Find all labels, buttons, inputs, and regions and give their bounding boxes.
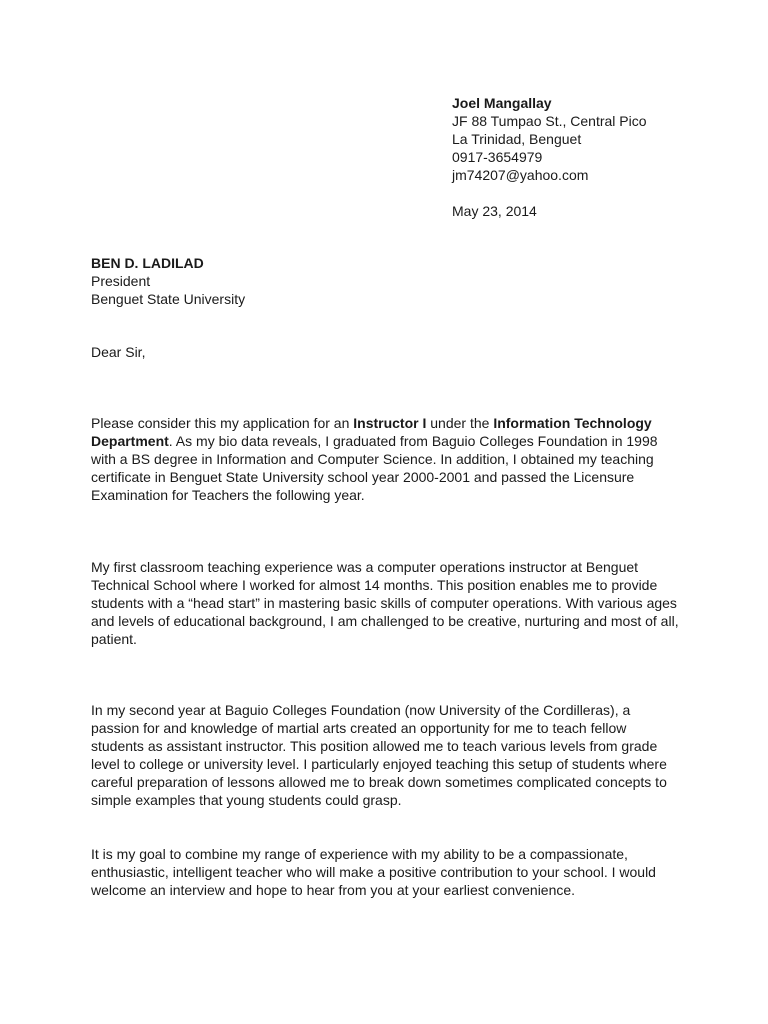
position-title: Instructor I	[353, 415, 427, 431]
department-name: Information Technology Department	[91, 415, 652, 449]
sender-address-line2: La Trinidad, Benguet	[452, 131, 582, 147]
body-paragraph-2: My first classroom teaching experience was a computer operations instructor at Benguet Technical School where I worked for almost 14 months. This position enables me to provide students with a “head start” in mastering basic skills of computer operations. With various ages and levels of educational background, I am challenged to be creative, nurturing and most of all, patient.	[91, 559, 679, 647]
body-paragraph-1	[91, 414, 681, 504]
salutation: Dear Sir,	[91, 344, 146, 360]
sender-email: jm74207@yahoo.com	[452, 167, 589, 183]
paragraph-1-text-c: . As my bio data reveals, I graduated from Baguio Colleges Foundation in 1998 with a BS degree in Information and Computer Science. In addition, I obtained my teaching certificate in Benguet State University school year 2000-2001 and passed the Licensure Examination for Teachers the following year.	[91, 433, 658, 503]
letter-date: May 23, 2014	[452, 203, 537, 219]
recipient-title: President	[91, 273, 151, 289]
recipient-block	[91, 254, 491, 308]
paragraph-1-text-b: under the	[426, 415, 494, 431]
sender-address-line1: JF 88 Tumpao St., Central Pico	[452, 113, 647, 129]
recipient-name: BEN D. LADILAD	[91, 255, 204, 271]
sender-block	[452, 94, 752, 220]
body-paragraph-4: It is my goal to combine my range of experience with my ability to be a compassionate, enthusiastic, intelligent teacher who will make a positive contribution to your school. I would welcome an interview and hope to hear from you at your earliest convenience.	[91, 846, 656, 898]
sender-name: Joel Mangallay	[452, 95, 552, 111]
recipient-organization: Benguet State University	[91, 291, 246, 307]
sender-phone: 0917-3654979	[452, 149, 543, 165]
paragraph-1-text-a: Please consider this my application for an	[91, 415, 354, 431]
body-paragraph-3: In my second year at Baguio Colleges Foundation (now University of the Cordilleras), a passion for and knowledge of martial arts created an opportunity for me to teach fellow students as assistant instructor. This position allowed me to teach various levels from grade level to college or university level. I particularly enjoyed teaching this setup of students where careful preparation of lessons allowed me to break down sometimes complicated concepts to simple examples that young students could grasp.	[91, 702, 667, 808]
